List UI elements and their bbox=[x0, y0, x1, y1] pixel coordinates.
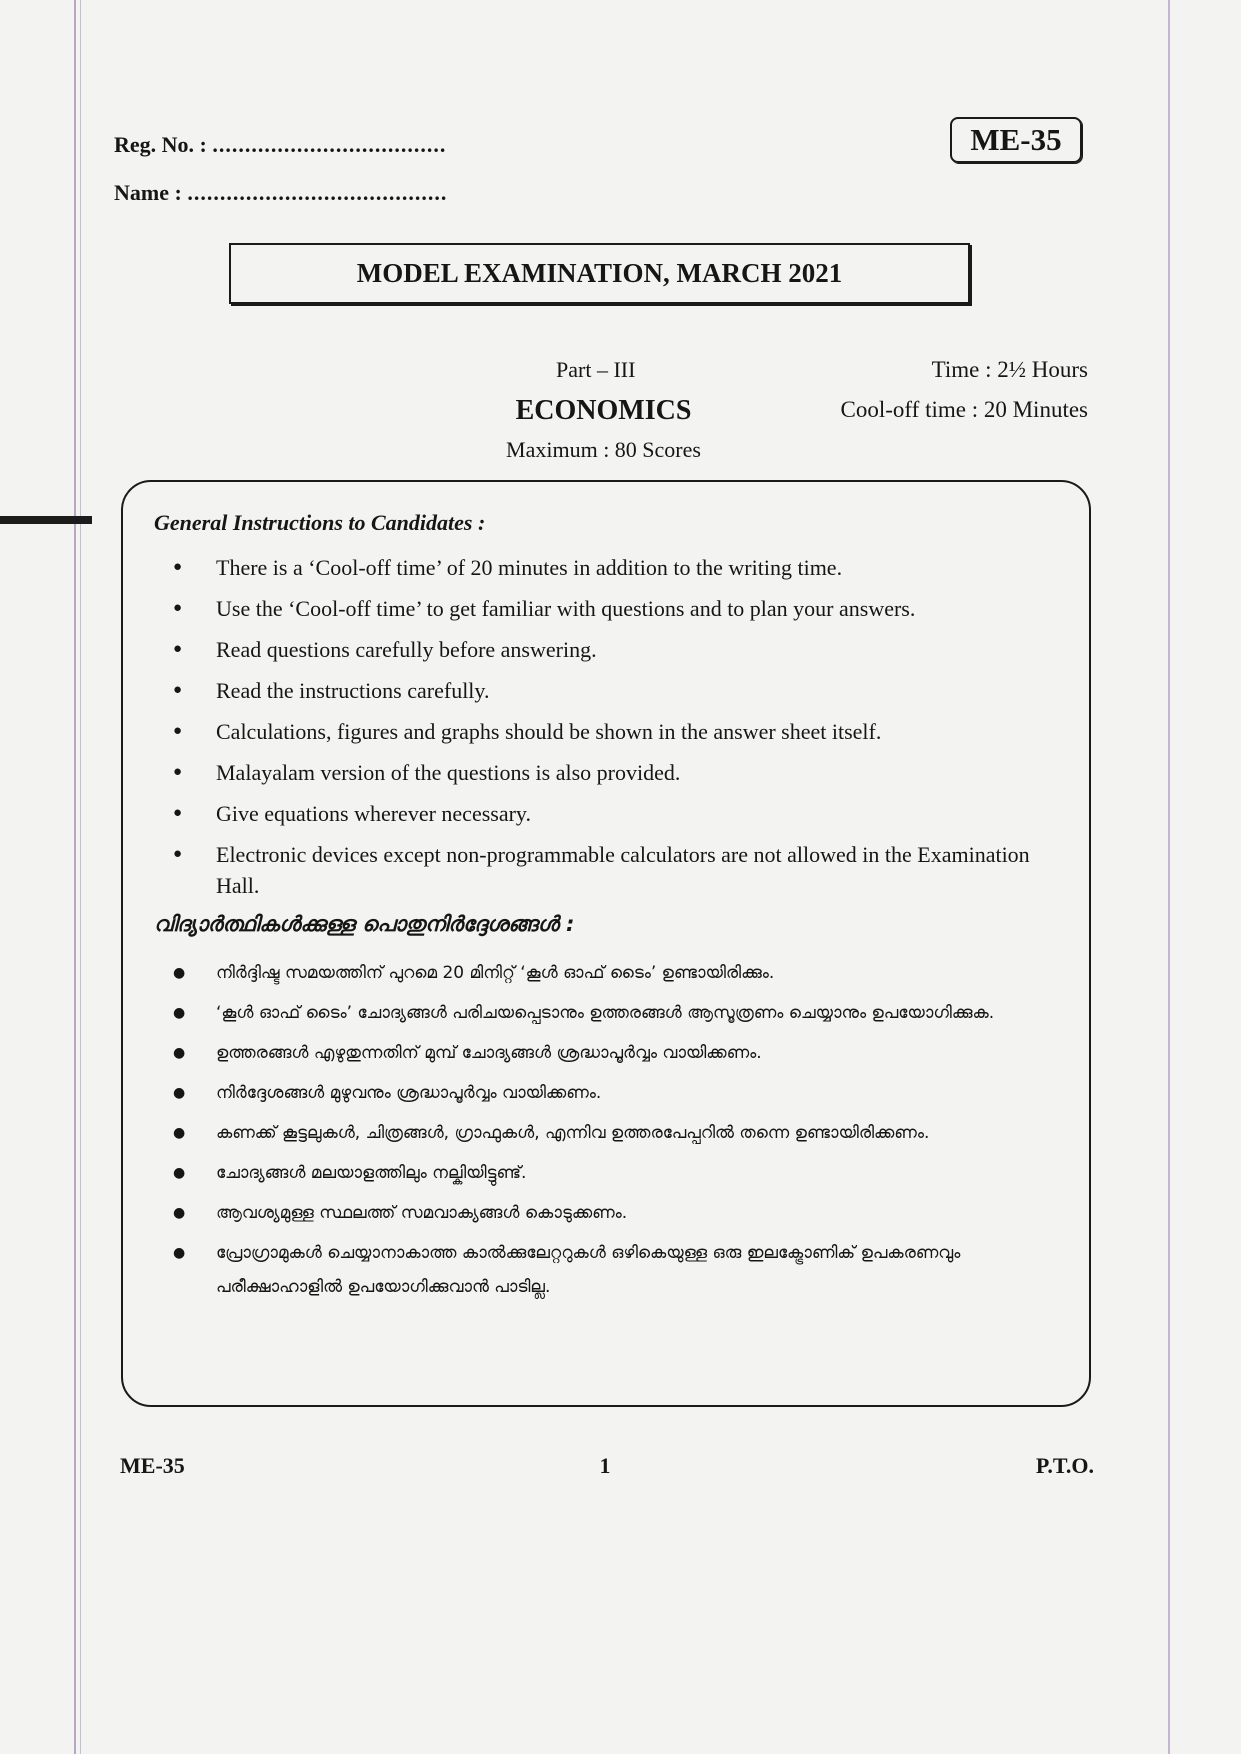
malayalam-instruction-item: ● ഉത്തരങ്ങൾ എഴുതുന്നതിന് മുമ്പ് ചോദ്യങ്ങൾ ശ്രദ്ധാപൂർവ്വം വായിക്കണം. bbox=[173, 1036, 1043, 1070]
malayalam-instruction-item: ● ആവശ്യമുള്ള സ്ഥലത്ത് സമവാക്യങ്ങൾ കൊടുക്കണം. bbox=[173, 1196, 1043, 1230]
instruction-item: ● Use the ‘Cool-off time’ to get familiar with questions and to plan your answers. bbox=[173, 593, 1043, 624]
max-scores: Maximum : 80 Scores bbox=[506, 437, 701, 462]
malayalam-instruction-item: ● ‘കൂൾ ഓഫ് ടൈം’ ചോദ്യങ്ങൾ പരിചയപ്പെടാനും ഉത്തരങ്ങൾ ആസൂത്രണം ചെയ്യാനും ഉപയോഗിക്കുക. bbox=[173, 996, 1043, 1030]
exam-subject: ECONOMICS bbox=[515, 395, 692, 426]
instruction-item: ● Give equations wherever necessary. bbox=[173, 798, 1043, 829]
instruction-item: ● Electronic devices except non-programmable calculators are not allowed in the Examination Hall. bbox=[173, 839, 1043, 901]
instructions-panel bbox=[121, 480, 1091, 1407]
malayalam-instruction-item: ● ചോദ്യങ്ങൾ മലയാളത്തിലും നല്കിയിട്ടുണ്ട്. bbox=[173, 1156, 1043, 1190]
reg-no-label: Reg. No. : bbox=[114, 132, 207, 157]
name-label: Name : bbox=[114, 180, 182, 205]
cooloff-time: Cool-off time : 20 Minutes bbox=[840, 397, 1088, 422]
pto-label: P.T.O. bbox=[1035, 1453, 1094, 1478]
exam-part: Part – III bbox=[556, 357, 636, 382]
scan-mark bbox=[0, 516, 92, 524]
malayalam-instructions-heading: വിദ്യാർത്ഥികൾക്കുള്ള പൊതുനിർദ്ദേശങ്ങൾ : bbox=[154, 912, 575, 936]
instruction-item: ● Malayalam version of the questions is also provided. bbox=[173, 757, 1043, 788]
margin-line bbox=[80, 0, 81, 1754]
instructions-heading: General Instructions to Candidates : bbox=[154, 510, 486, 535]
exam-title: MODEL EXAMINATION, MARCH 2021 bbox=[229, 243, 970, 304]
malayalam-instruction-item: ● നിർദ്ദിഷ്ട സമയത്തിന് പുറമെ 20 മിനിറ്റ് ‘കൂൾ ഓഫ് ടൈം’ ഉണ്ടായിരിക്കും. bbox=[173, 956, 1043, 990]
name-dots: ........................................ bbox=[187, 180, 448, 205]
reg-no-field bbox=[114, 132, 446, 158]
margin-line bbox=[74, 0, 76, 1754]
reg-no-dots: .................................... bbox=[212, 132, 447, 157]
malayalam-instruction-item: ● നിർദ്ദേശങ്ങൾ മുഴുവനും ശ്രദ്ധാപൂർവ്വം വായിക്കണം. bbox=[173, 1076, 1043, 1110]
exam-time: Time : 2½ Hours bbox=[931, 357, 1088, 382]
instructions-list bbox=[173, 552, 1043, 911]
paper-code-box: ME-35 bbox=[950, 117, 1082, 163]
malayalam-instruction-item: ● പ്രോഗ്രാമുകൾ ചെയ്യാനാകാത്ത കാൽക്കുലേറ്ററുകൾ ഒഴികെയുള്ള ഒരു ഇലക്ട്രോണിക് ഉപകരണവും പരീക്ഷാഹാളിൽ ഉപയോഗിക്കുവാൻ പാടില്ല. bbox=[173, 1236, 1043, 1304]
margin-line bbox=[1168, 0, 1170, 1754]
malayalam-instructions-list bbox=[173, 956, 1043, 1310]
page-number: 1 bbox=[599, 1453, 611, 1478]
footer-paper-code: ME-35 bbox=[120, 1453, 185, 1478]
instruction-item: ● Read the instructions carefully. bbox=[173, 675, 1043, 706]
instruction-item: ● There is a ‘Cool-off time’ of 20 minutes in addition to the writing time. bbox=[173, 552, 1043, 583]
instruction-item: ● Calculations, figures and graphs should be shown in the answer sheet itself. bbox=[173, 716, 1043, 747]
malayalam-instruction-item: ● കണക്ക് കൂട്ടലുകൾ, ചിത്രങ്ങൾ, ഗ്രാഫുകൾ, എന്നിവ ഉത്തരപേപ്പറിൽ തന്നെ ഉണ്ടായിരിക്കണം. bbox=[173, 1116, 1043, 1150]
instruction-item: ● Read questions carefully before answering. bbox=[173, 634, 1043, 665]
name-field bbox=[114, 180, 447, 206]
